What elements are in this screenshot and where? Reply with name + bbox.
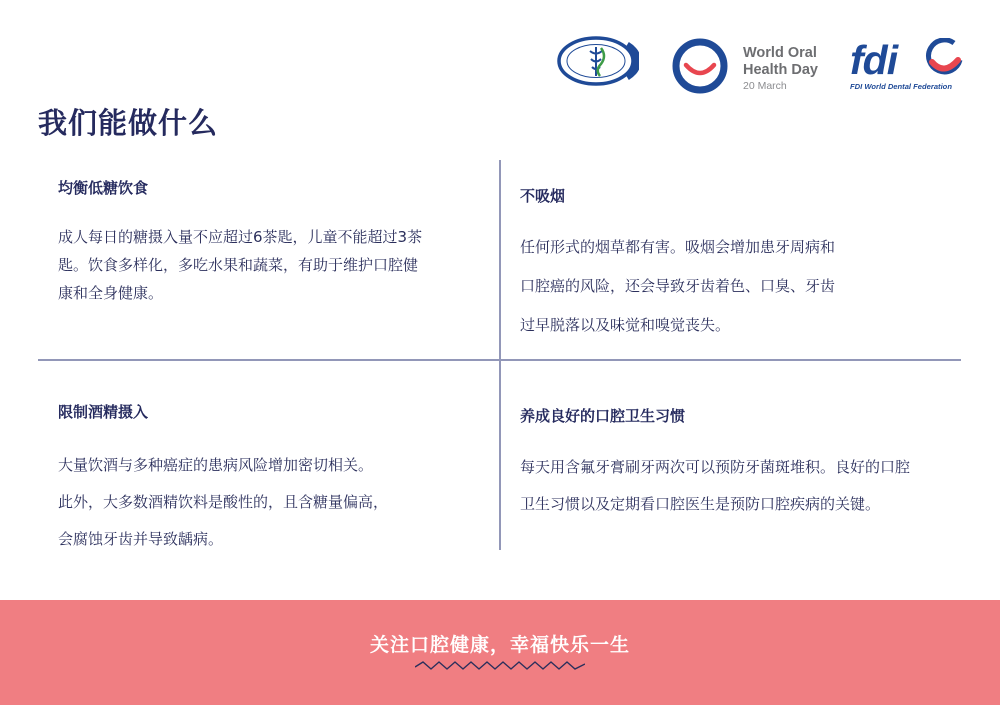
horizontal-divider [38,359,961,361]
tip-line: 过早脱落以及味觉和嗅觉丧失。 [520,316,731,334]
csa-logo [557,36,639,86]
wohd-line1: World Oral [743,45,817,61]
tip-body [58,447,388,558]
tip-title: 养成良好的口腔卫生习惯 [520,407,686,425]
wohd-line2: Health Day [743,62,818,78]
wohd-logo-text [743,45,818,93]
tip-line: 成人每日的糖摄入量不应超过6茶匙，儿童不能超过3茶 [58,228,423,246]
page-title: 我们能做什么 [38,106,219,141]
fdi-smile-mark [924,38,964,80]
tip-title: 均衡低糖饮食 [58,179,149,197]
tip-title: 限制酒精摄入 [58,403,149,421]
tip-body [520,228,835,345]
zigzag-wave-decoration [415,659,585,673]
fdi-tagline: FDI World Dental Federation [850,82,952,91]
tip-line: 此外，大多数酒精饮料是酸性的，且含糖量偏高， [58,493,389,511]
tip-oral-hygiene [520,405,910,523]
tip-line: 每天用含氟牙膏刷牙两次可以预防牙菌斑堆积。良好的口腔 [520,458,911,476]
tip-title: 不吸烟 [520,187,566,205]
tip-line: 卫生习惯以及定期看口腔医生是预防口腔疾病的关键。 [520,495,881,513]
tip-line: 任何形式的烟草都有害。吸烟会增加患牙周病和 [520,238,836,256]
tip-line: 口腔癌的风险，还会导致牙齿着色、口臭、牙齿 [520,277,836,295]
fdi-wordmark: fdi [850,37,898,83]
tip-line: 匙。饮食多样化，多吃水果和蔬菜，有助于维护口腔健 [58,256,419,274]
tip-line: 大量饮酒与多种癌症的患病风险增加密切相关。 [58,456,374,474]
wohd-smile-logo [672,38,728,94]
wohd-date: 20 March [743,80,787,92]
fdi-logo [848,38,966,94]
tip-balanced-diet [58,177,422,307]
tip-body [58,223,422,307]
vertical-divider [499,160,501,550]
tip-line: 康和全身健康。 [58,284,164,302]
tip-no-smoking [520,185,835,345]
tip-line: 会腐蚀牙齿并导致龋病。 [58,530,224,548]
footer-slogan: 关注口腔健康，幸福快乐一生 [369,634,630,656]
tip-limit-alcohol [58,401,388,558]
tip-body [520,449,910,523]
